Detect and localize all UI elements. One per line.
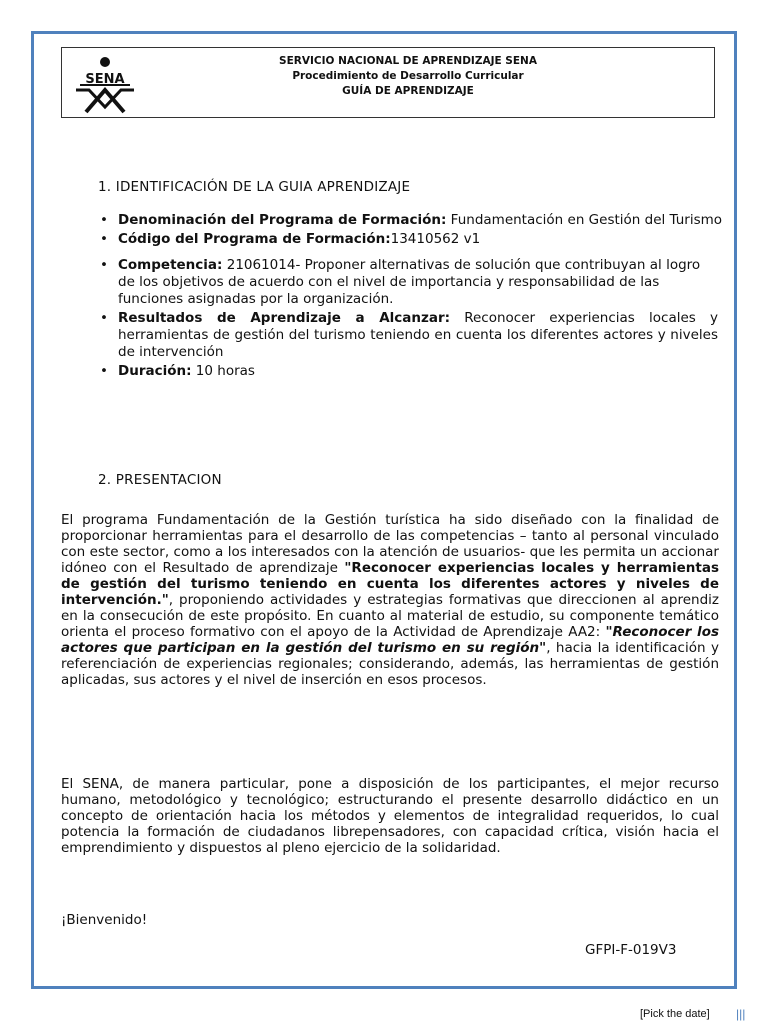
document-code: GFPI-F-019V3: [585, 942, 677, 958]
presentation-paragraph-1: El programa Fundamentación de la Gestión turística ha sido diseñado con la finalidad de proporcionar herramientas para el desarrollo de las competencias – tanto al personal vinculado con este sector, como a los interesados con la atención de usuarios- que les permita un accionar idóneo con el Resultado de aprendizaje "Reconocer experiencias locales y herramientas de gestión del turismo teniendo en cuenta los diferentes actores y niveles de intervención.", proponiendo actividades y estrategias formativas que direccionen al aprendiz en la consecución de este propósito. En cuanto al material de estudio, su componente temático orienta el proceso formativo con el apoyo de la Actividad de Aprendizaje AA2: "Reconocer los actores que participan en la gestión del turismo en su región", hacia la identificación y referenciación de experiencias regionales; considerando, además, las herramientas de gestión aplicadas, sus actores y el nivel de inserción en esos procesos.: [61, 512, 719, 688]
logo-text: SENA: [85, 72, 125, 87]
item-label: Duración:: [118, 363, 192, 379]
welcome-text: ¡Bienvenido!: [61, 912, 148, 928]
item-value: Fundamentación en Gestión del Turismo: [446, 212, 723, 228]
section-1-title: 1. IDENTIFICACIÓN DE LA GUIA APRENDIZAJE: [98, 179, 411, 195]
item-value: 13410562 v1: [390, 231, 481, 247]
list-item: • Competencia: 21061014- Proponer alternativas de solución que contribuyan al logro de los objetivos de acuerdo con el nivel de importancia y responsabilidad de las funciones asignadas por la organización.: [100, 257, 701, 307]
footer-bars: |||: [736, 1007, 746, 1021]
header-procedure: Procedimiento de Desarrollo Curricular: [292, 70, 524, 82]
item-label: Denominación del Programa de Formación:: [118, 212, 447, 228]
section-2-title: 2. PRESENTACION: [98, 472, 222, 488]
item-label: Código del Programa de Formación:: [118, 231, 391, 247]
identification-list: [98, 212, 738, 380]
list-item: • Denominación del Programa de Formación: Fundamentación en Gestión del Turismo: [100, 212, 723, 228]
document-header: [61, 47, 715, 118]
header-guide: GUÍA DE APRENDIZAJE: [342, 85, 474, 97]
list-item: • Resultados de Aprendizaje a Alcanzar: Reconocer experiencias locales y herramientas de gestión del turismo teniendo en cuenta los diferentes actores y niveles de intervención: [100, 310, 718, 360]
item-value: 21061014- Proponer alternativas de solución que contribuyan al logro de los objetivos de acuerdo con el nivel de importancia y responsabilidad de las funciones asignadas por la organización.: [118, 257, 701, 307]
item-label: Competencia:: [118, 257, 223, 273]
item-label: Resultados de Aprendizaje a Alcanzar:: [118, 310, 451, 326]
header-institution: SERVICIO NACIONAL DE APRENDIZAJE SENA: [279, 55, 537, 67]
presentation-paragraph-2: El SENA, de manera particular, pone a disposición de los participantes, el mejor recurso humano, metodológico y tecnológico; estructurando el presente desarrollo didáctico en un concepto de orientación hacia los métodos y elementos de integralidad requeridos, lo cual potencia la formación de ciudadanos librepensadores, con capacidad crítica, visión hacia el emprendimiento y dispuestos al pleno ejercicio de la solidaridad.: [61, 776, 719, 856]
item-value: 10 horas: [191, 363, 255, 379]
date-picker-placeholder[interactable]: [Pick the date]: [640, 1008, 710, 1020]
item-value: Reconocer experiencias locales y herramientas de gestión del turismo teniendo en cuenta los diferentes actores y niveles de intervención: [118, 310, 718, 360]
list-item: • Código del Programa de Formación:13410562 v1: [100, 231, 481, 247]
list-item: • Duración: 10 horas: [100, 363, 255, 379]
